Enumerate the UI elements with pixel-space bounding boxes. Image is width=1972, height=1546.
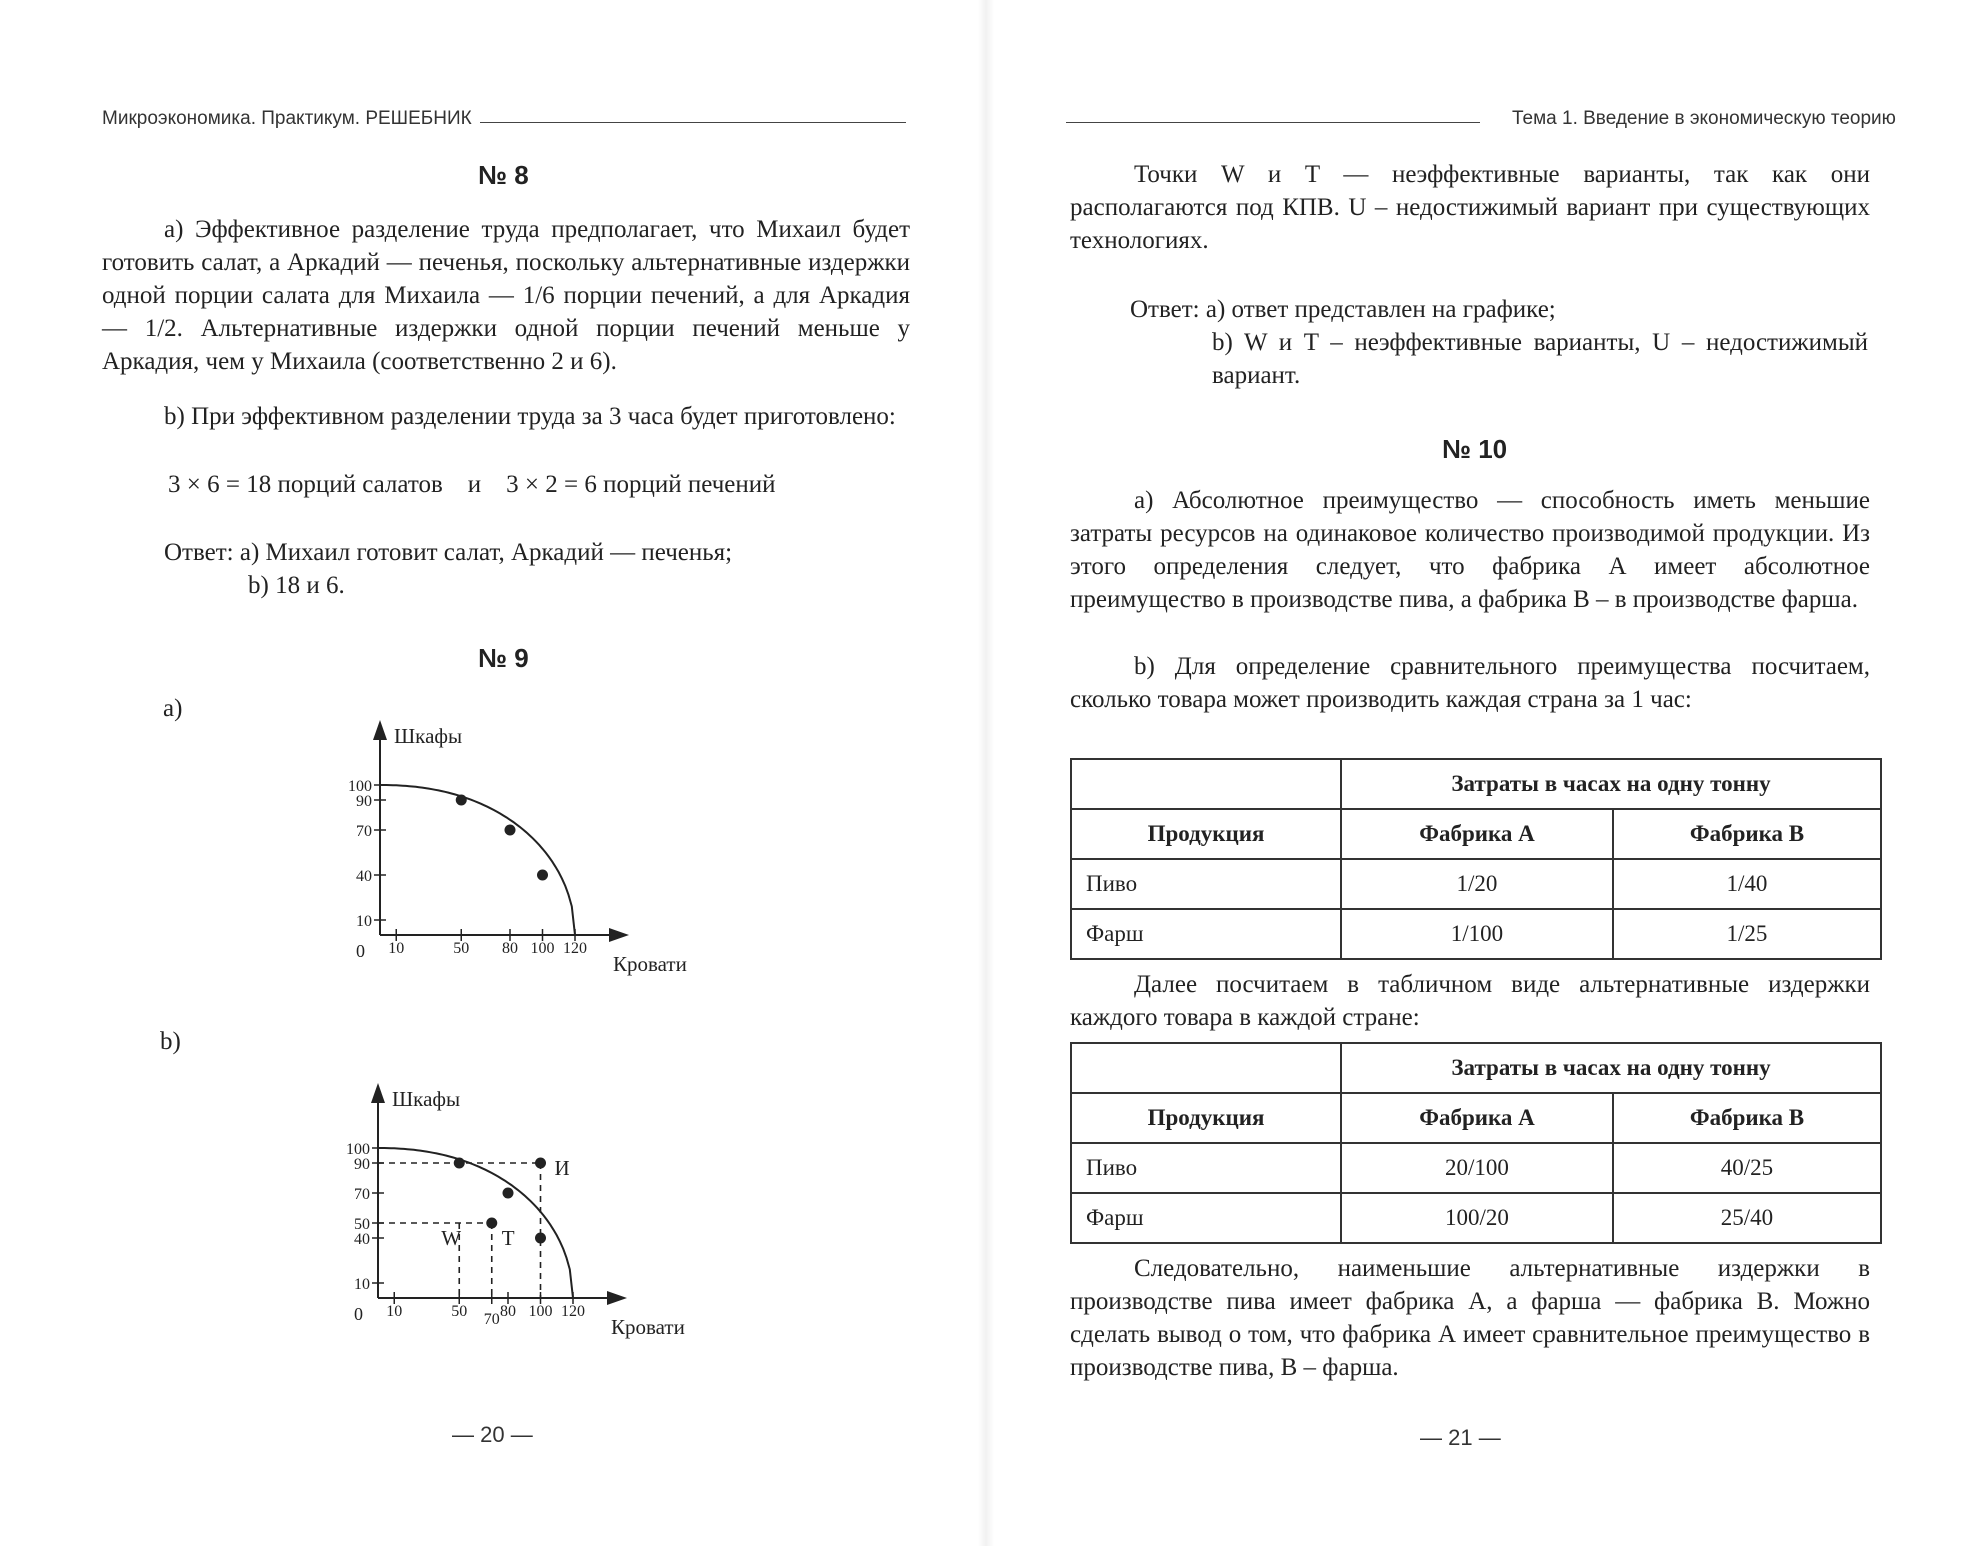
problem-10-heading: № 10 [1442,434,1508,464]
table-cell: Пиво [1071,1143,1341,1193]
x-tick-label: 120 [563,940,587,957]
table-header: Фабрика А [1341,1093,1613,1143]
table-cell: 1/100 [1341,909,1613,959]
x-axis-arrow [607,1291,627,1305]
y-tick-label: 100 [346,1141,370,1158]
table-cell: 1/40 [1613,859,1881,909]
cost-table-1 [1070,758,1882,960]
table-header: Продукция [1071,809,1341,859]
running-title-right: Тема 1. Введение в экономическую теорию [1512,108,1896,129]
data-point [503,1188,514,1199]
problem-8-paragraph-b: b) При эффективном разделении труда за 3 часа будет приготовлено: [164,403,896,430]
problem-9-answer-a: Ответ: а) ответ представлен на графике; [1130,296,1556,323]
problem-9-heading: № 9 [478,643,529,673]
problem-8-answer-a: Ответ: а) Михаил готовит салат, Аркадий — печенья; [164,539,733,566]
table-header: Продукция [1071,1093,1341,1143]
y-tick-label: 70 [356,823,372,840]
problem-10-paragraph-b: b) Для определение сравнительного преимущества посчитаем, сколько товара может производить каждая страна за 1 час: [1070,653,1870,713]
table-row [1071,1043,1881,1093]
problem-10-paragraph-middle: Далее посчитаем в табличном виде альтернативные издержки каждого товара в каждой стране: [1070,971,1870,1031]
table-row [1071,1143,1881,1193]
chart-b-label: b) [160,1028,181,1055]
table-cell [1071,1043,1341,1093]
origin-label: 0 [356,941,365,961]
problem-9-explanation: Точки W и T — неэффективные варианты, так как они располагаются под КПВ. U – недостижимый вариант при существующих технологиях. [1070,161,1870,254]
ppf-chart-b [300,1030,740,1360]
ppf-curve [380,785,575,935]
x-axis-label: Кровати [611,1315,685,1339]
data-point [486,1218,497,1229]
header-rule-left [480,122,906,123]
table-header: Фабрика В [1613,809,1881,859]
problem-8-answer-b: b) 18 и 6. [248,572,345,599]
problem-8-calculation: 3 × 6 = 18 порций салатов и 3 × 2 = 6 порций печений [168,471,776,498]
y-tick-label: 40 [356,868,372,885]
origin-label: 0 [354,1304,363,1324]
point-label: T [501,1226,515,1250]
y-axis-arrow [373,720,387,740]
y-axis-arrow [371,1083,385,1103]
y-tick-label: 90 [354,1156,370,1173]
x-tick-label: 80 [502,940,518,957]
x-axis-arrow [609,928,629,942]
data-point [454,1158,465,1169]
x-tick-label: 50 [453,940,470,957]
table-cell: 1/25 [1613,909,1881,959]
y-axis-label: Шкафы [394,724,463,748]
table-row [1071,809,1881,859]
y-tick-label: 90 [356,793,372,810]
x-tick-label: 10 [388,940,405,957]
right-page [986,0,1972,1546]
table-cell: 1/20 [1341,859,1613,909]
table-header: Фабрика А [1341,809,1613,859]
page-number-right: — 21 — [1420,1425,1501,1450]
table-cell: Пиво [1071,859,1341,909]
table-row [1071,1093,1881,1143]
table-row [1071,759,1881,809]
data-point [537,870,548,881]
problem-10-conclusion: Следовательно, наименьшие альтернативные издержки в производстве пива имеет фабрика А, а фарша — фабрика В. Можно сделать вывод о том, что фабрика А имеет сравнительное преимущество в производстве пива, В – фарша. [1070,1255,1870,1381]
data-point [535,1233,546,1244]
table-header: Фабрика В [1613,1093,1881,1143]
table-cell [1071,759,1341,809]
y-tick-label: 10 [356,913,372,930]
problem-9-answer-b: b) W и T – неэффективные варианты, U – недостижимый вариант. [1212,329,1868,389]
running-title-left: Микроэкономика. Практикум. РЕШЕБНИК [102,108,472,129]
point-label: И [554,1156,570,1180]
y-tick-label: 40 [354,1231,370,1248]
table-group-header: Затраты в часах на одну тонну [1341,759,1881,809]
table-cell: Фарш [1071,909,1341,959]
x-tick-label: 120 [561,1303,585,1320]
page-number-left: — 20 — [452,1422,533,1447]
data-point [505,825,516,836]
data-point [456,795,467,806]
x-tick-label: 10 [386,1303,403,1320]
table-row [1071,859,1881,909]
data-point [535,1158,546,1169]
ppf-curve [378,1148,573,1298]
table-cell: 40/25 [1613,1143,1881,1193]
header-rule-right [1066,122,1480,123]
table-row [1071,909,1881,959]
x-tick-label: 50 [451,1303,468,1320]
x-tick-label: 100 [528,1303,553,1320]
y-tick-label: 50 [354,1216,370,1233]
x-tick-label: 100 [530,940,555,957]
y-axis-label: Шкафы [392,1087,461,1111]
table-cell: 25/40 [1613,1193,1881,1243]
table-cell: Фарш [1071,1193,1341,1243]
table-row [1071,1193,1881,1243]
point-label: W [441,1226,462,1250]
x-tick-label: 80 [500,1303,516,1320]
y-tick-label: 70 [354,1186,370,1203]
table-cell: 100/20 [1341,1193,1613,1243]
y-tick-label: 100 [348,778,372,795]
table-group-header: Затраты в часах на одну тонну [1341,1043,1881,1093]
problem-8-paragraph-a: а) Эффективное разделение труда предполагает, что Михаил будет готовить салат, а Аркадий — печенья, поскольку альтернативные издержки одной порции салата для Михаила — 1/6 порции печений, а для Аркадия — 1/2. Альтернативные издержки одной порции печений меньше у Аркадия, чем у Михаила (соответственно 2 и 6). [102,216,910,375]
x-axis-label: Кровати [613,952,687,976]
y-tick-label: 10 [354,1276,370,1293]
problem-10-paragraph-a: а) Абсолютное преимущество — способность иметь меньшие затраты ресурсов на одинаковое количество производимой продукции. Из этого определения следует, что фабрика А имеет абсолютное преимущество в производстве пива, а фабрика В – в производстве фарша. [1070,487,1870,613]
cost-table-2 [1070,1042,1882,1244]
problem-8-heading: № 8 [478,160,529,190]
table-cell: 20/100 [1341,1143,1613,1193]
chart-a-label: a) [163,695,183,722]
x-tick-label: 70 [483,1311,500,1328]
ppf-chart-a [300,680,740,1000]
